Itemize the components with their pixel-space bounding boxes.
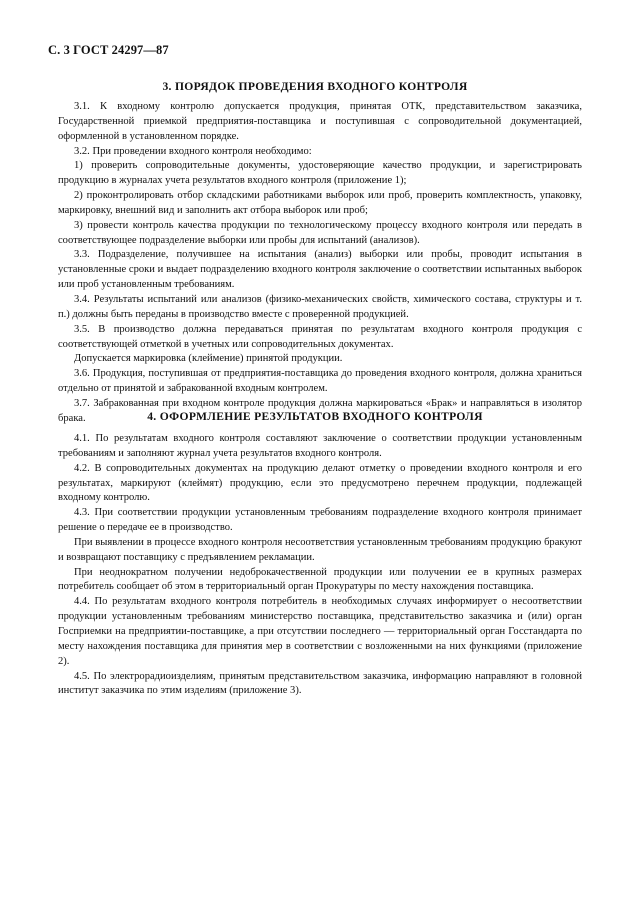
paragraph: 3.7. Забракованная при входном контроле продукция должна маркироваться «Брак» и направляться в изолятор брака. (58, 397, 582, 424)
paragraph: Допускается маркировка (клеймение) принятой продукции. (74, 353, 343, 365)
paragraph: 3.3. Подразделение, получившее на испытания (анализ) выборки или пробы, проводит испытания в установленные сроки и выдает подразделению входного контроля заключение о соответствии испытанных выборок или проб установленным требованиям. (58, 249, 582, 291)
paragraph: 4.2. В сопроводительных документах на продукцию делают отметку о проведении входного контроля и его результатах, маркируют (клеймят) продукцию, если это предусмотрено перечнем продукции, подлежащей входному контролю. (58, 462, 582, 504)
paragraph: 3.1. К входному контролю допускается продукция, принятая ОТК, представительством заказчика, Государственной приемкой предприятия-поставщика и поступившая с сопроводительной документацией, оформленной в установленном порядке. (58, 101, 582, 142)
paragraph: 3.5. В производство должна передаваться принятая по результатам входного контроля продукция с соответствующей отметкой в учетных или сопроводительных документах. (58, 323, 582, 350)
paragraph: 3.2. При проведении входного контроля необходимо: (74, 145, 312, 157)
list-item: 2) проконтролировать отбор складскими работниками выборок или проб, проверить комплектность, упаковку, маркировку, внешний вид и заполнить акт отбора выборок или проб; (58, 190, 582, 216)
paragraph: 4.3. При соответствии продукции установленным требованиям подразделение входного контроля принимает решение о передаче ее в производство. (58, 507, 582, 534)
paragraph: При выявлении в процессе входного контроля несоответствия установленным требованиям продукцию бракуют и возвращают поставщику с предъявлением рекламации. (58, 536, 582, 563)
paragraph: При неоднократном получении недоброкачественной продукции или получении ее в крупных размерах потребитель сообщает об этом в территориальный орган Прокуратуры по месту нахождения поставщика. (58, 566, 582, 593)
paragraph: 3.4. Результаты испытаний или анализов (физико-механических свойств, химического состава, структуры и т. п.) должны быть переданы в производство вместе с проверенной продукцией. (58, 293, 582, 320)
paragraph: 4.5. По электрорадиоизделиям, принятым представительством заказчика, информацию направляют в головной институт заказчика по этим изделиям (приложение 3). (58, 670, 582, 697)
paragraph: 4.4. По результатам входного контроля потребитель в необходимых случаях информирует о несоответствии продукции установленным требованиям министерство поставщика, представительство заказчика и (или) орган Госприемки на предприятии-поставщике, а при отсутствии последнего — территориальный орган Госстандарта по месту нахождения поставщика для принятия мер в соответствии с возложенными на них функциями (приложение 2). (58, 596, 582, 667)
paragraph: 3.6. Продукция, поступившая от предприятия-поставщика до проведения входного контроля, должна храниться отдельно от принятой и забракованной входным контролем. (58, 368, 582, 395)
section-4-body (58, 432, 582, 699)
section-3-title: 3. ПОРЯДОК ПРОВЕДЕНИЯ ВХОДНОГО КОНТРОЛЯ (162, 80, 468, 93)
page-header: С. 3 ГОСТ 24297—87 (48, 43, 169, 57)
list-item: 1) проверить сопроводительные документы, удостоверяющие качество продукции, и зарегистрировать продукцию в журналах учета результатов входного контроля (приложение 1); (58, 160, 582, 187)
list-item: 3) провести контроль качества продукции по технологическому процессу входного контроля или передать в соответствующее подразделение выборки или пробы для испытаний (анализов). (58, 219, 582, 246)
paragraph: 4.1. По результатам входного контроля составляют заключение о соответствии продукции установленным требованиям и заполняют журнал учета результатов входного контроля. (58, 433, 582, 459)
section-4-title: 4. ОФОРМЛЕНИЕ РЕЗУЛЬТАТОВ ВХОДНОГО КОНТРОЛЯ (147, 410, 483, 423)
section-3-body (58, 100, 582, 427)
